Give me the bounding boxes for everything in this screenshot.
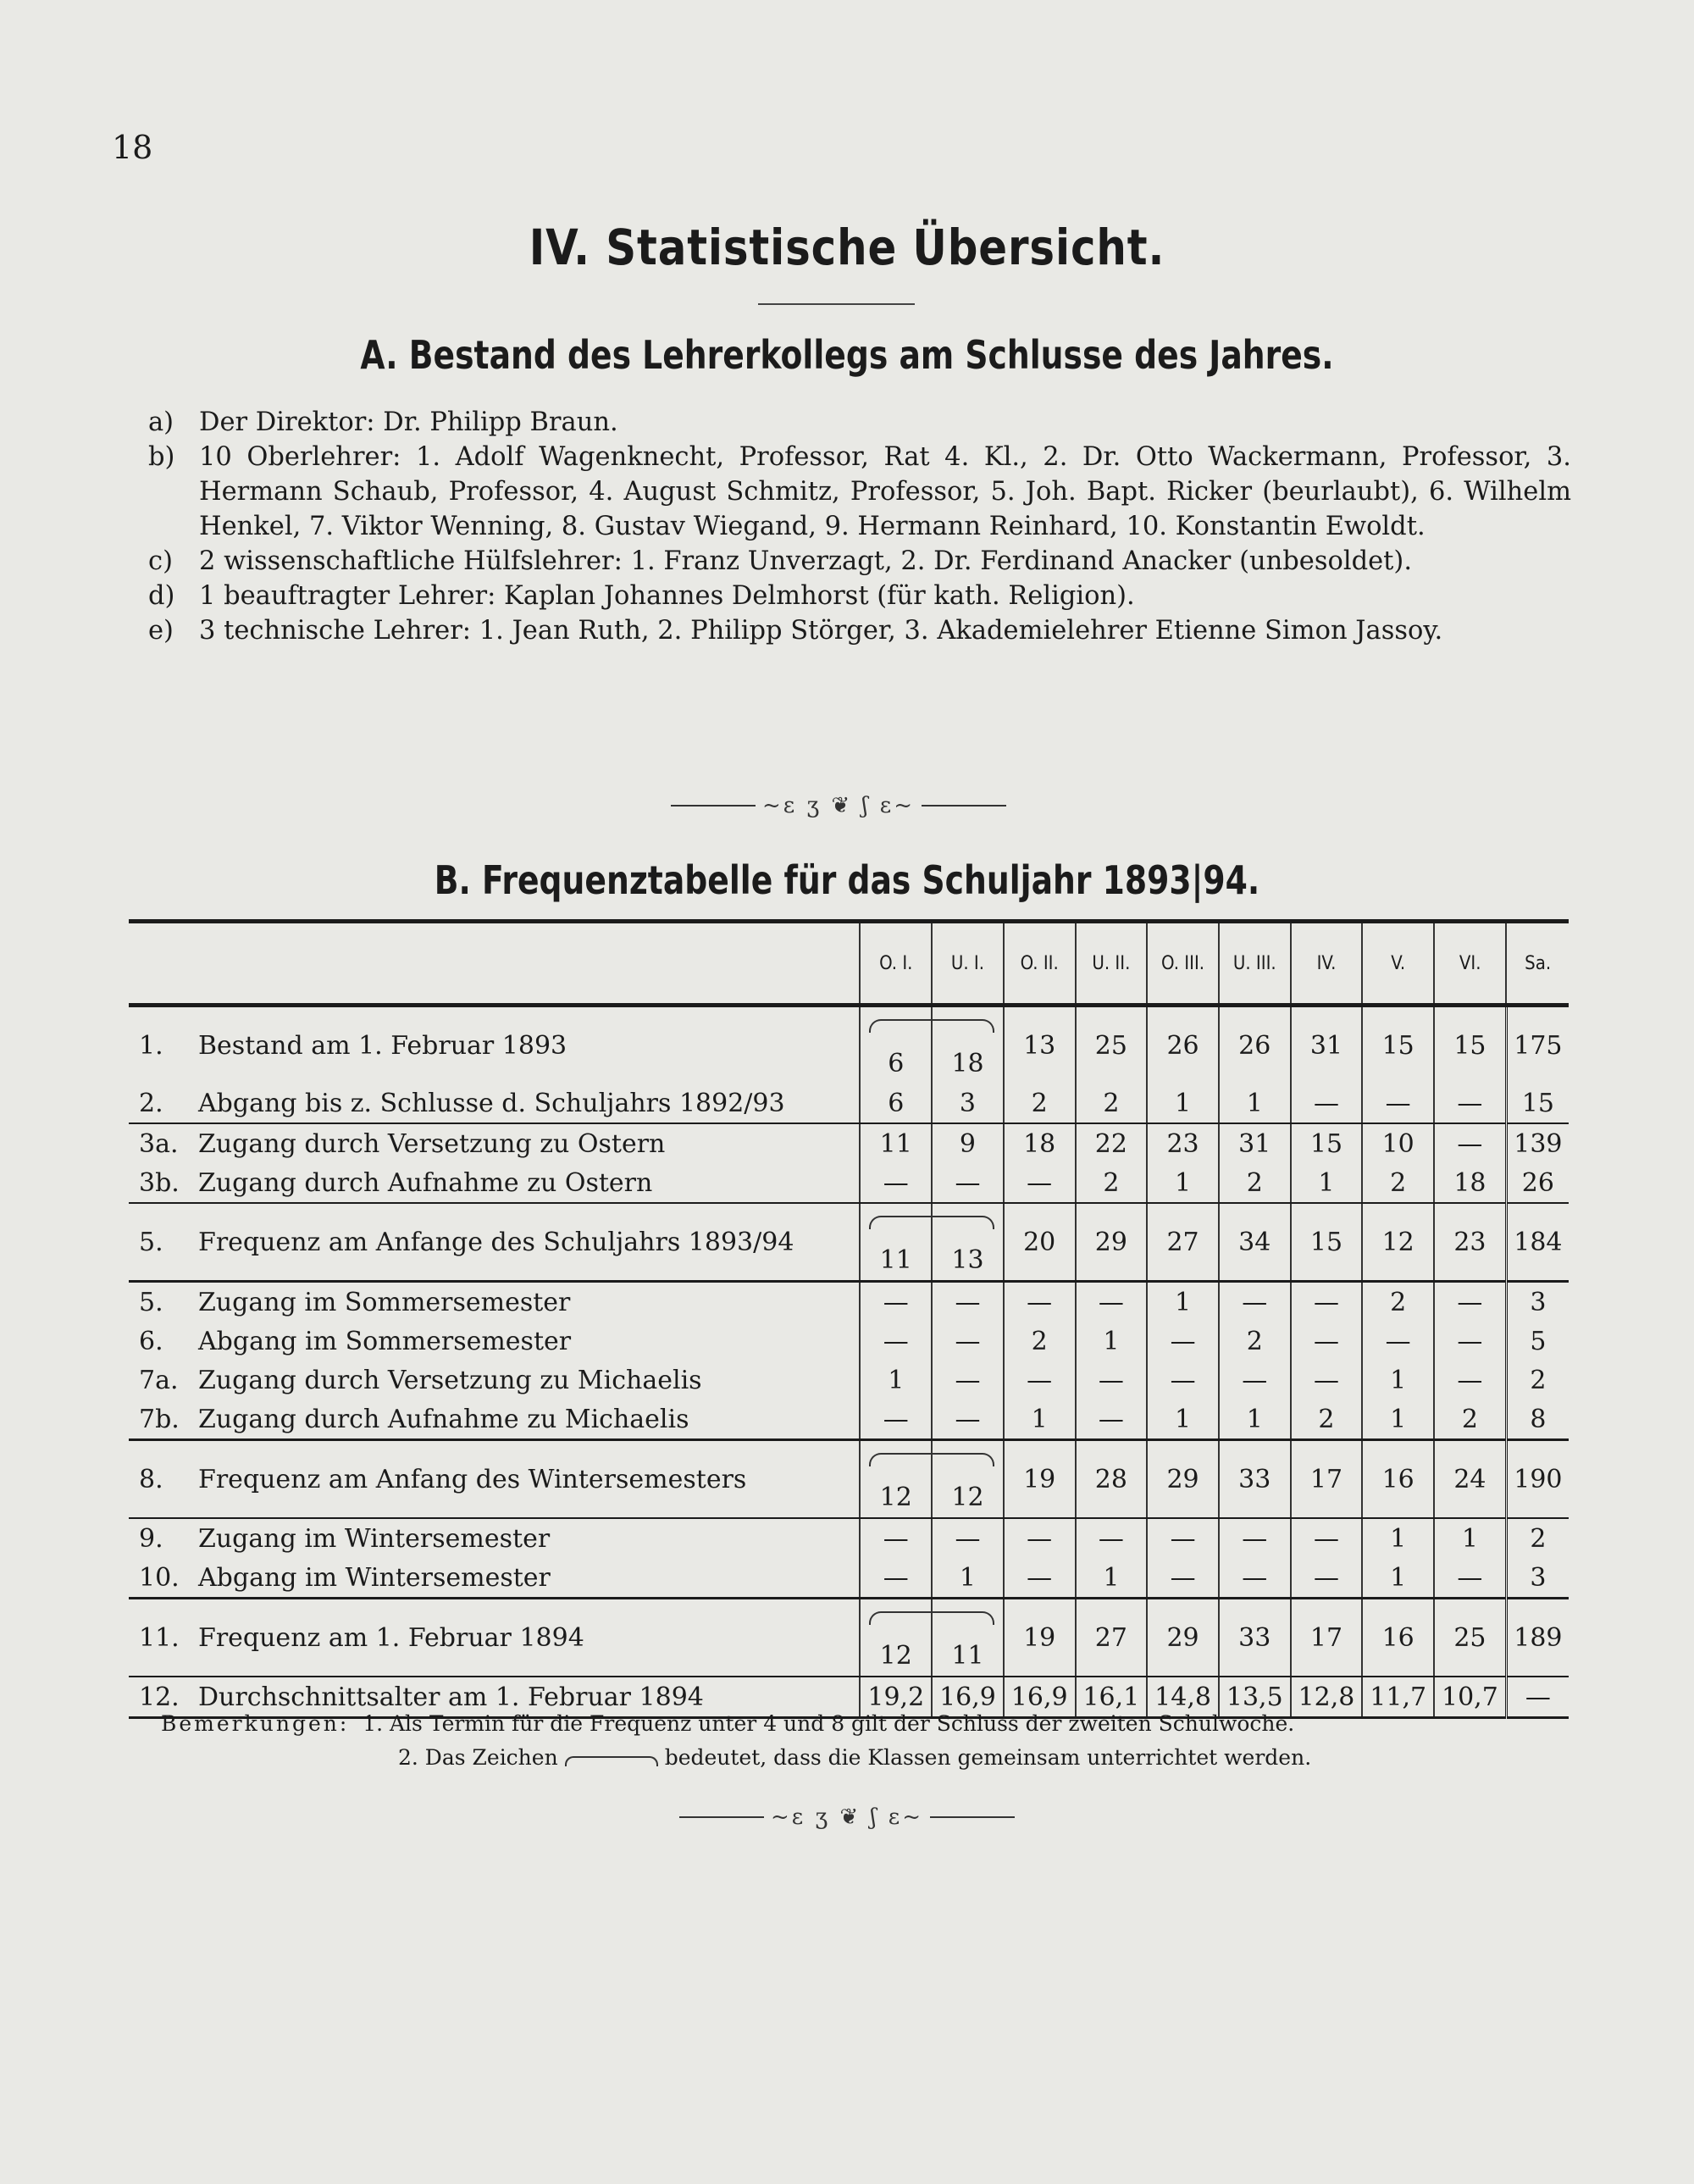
table-cell: 23 (1434, 1203, 1506, 1282)
table-cell: 2 (1362, 1163, 1434, 1203)
row-number: 7b. (129, 1400, 198, 1440)
row-label: Zugang durch Versetzung zu Ostern (198, 1128, 666, 1159)
column-header: O. II. (1004, 922, 1076, 1006)
table-cell: 17 (1291, 1440, 1363, 1519)
table-cell: 15 (1362, 1006, 1434, 1084)
table-cell: — (860, 1400, 932, 1440)
table-cell: — (1506, 1677, 1569, 1718)
table-cell: 13,5 (1219, 1677, 1291, 1718)
table-cell: — (1291, 1282, 1363, 1322)
table-cell: 10 (1362, 1123, 1434, 1163)
column-header: O. I. (860, 922, 932, 1006)
table-cell: — (1434, 1282, 1506, 1322)
table-cell: — (932, 1282, 1004, 1322)
staff-item (148, 544, 1571, 579)
table-cell: 23 (1147, 1123, 1219, 1163)
column-header: U. III. (1219, 922, 1291, 1006)
table-cell: 24 (1434, 1440, 1506, 1519)
table-cell: 18 (932, 1006, 1004, 1084)
table-cell: 25 (1434, 1599, 1506, 1677)
table-cell: — (1004, 1163, 1076, 1203)
table-row (129, 1282, 1569, 1322)
table-cell: 1 (1004, 1400, 1076, 1440)
staff-item-text: 1 beauftragter Lehrer: Kaplan Johannes Delmhorst (für kath. Religion). (199, 581, 1135, 611)
table-cell: 1 (932, 1558, 1004, 1599)
staff-item-text: Der Direktor: Dr. Philipp Braun. (199, 407, 618, 437)
row-label: Abgang bis z. Schlusse d. Schuljahrs 1892/93 (198, 1084, 860, 1123)
table-cell: 175 (1506, 1006, 1569, 1084)
column-header: U. II. (1076, 922, 1148, 1006)
remark-text: 1. Als Termin für die Frequenz unter 4 und 8 gilt der Schluss der zweiten Schulwoche. (363, 1711, 1295, 1736)
table-cell: 28 (1076, 1440, 1148, 1519)
staff-item-text: 10 Oberlehrer: 1. Adolf Wagenknecht, Professor, Rat 4. Kl., 2. Dr. Otto Wackermann, Professor, 3. Hermann Schaub, Professor, 4. August Schmitz, Professor, 5. Joh. Bapt. Ricker (beurlaubt), 6. Wilhelm Henkel, 7. Viktor Wenning, 8. Gustav Wiegand, 9. Hermann Reinhard, 10. Konstantin Ewoldt. (199, 442, 1571, 541)
table-cell: 29 (1147, 1599, 1219, 1677)
table-row (129, 1400, 1569, 1440)
table-cell: — (1291, 1361, 1363, 1400)
row-label: Frequenz am Anfange des Schuljahrs 1893/94 (198, 1203, 860, 1282)
row-label: Frequenz am Anfang des Wintersemesters (198, 1440, 860, 1519)
page-number: 18 (112, 129, 153, 166)
table-cell: — (1004, 1518, 1076, 1558)
table-cell: 33 (1219, 1599, 1291, 1677)
section-a-heading: A. Bestand des Lehrerkollegs am Schlusse des Jahres. (360, 332, 1334, 378)
frequency-table (129, 919, 1569, 1719)
column-header: Sa. (1506, 922, 1569, 1006)
table-row (129, 1322, 1569, 1361)
row-number: 8. (129, 1440, 198, 1519)
ornament-glyph: ~ɛ ʒ ❦ ʃ ɛ~ (770, 1804, 924, 1830)
ornament-line (922, 805, 1006, 807)
table-cell: 13 (1004, 1006, 1076, 1084)
ornament-divider (627, 1804, 1067, 1830)
table-cell: — (1291, 1084, 1363, 1123)
table-cell: 11 (932, 1599, 1004, 1677)
table-row (129, 1558, 1569, 1599)
table-row (129, 1163, 1569, 1203)
row-number: 6. (139, 1326, 163, 1356)
table-cell: 139 (1506, 1123, 1569, 1163)
table-row (129, 1203, 1569, 1282)
table-cell: 19,2 (860, 1677, 932, 1718)
table-cell: 2 (1076, 1084, 1148, 1123)
table-cell: 6 (860, 1006, 932, 1084)
column-header: IV. (1291, 922, 1363, 1006)
staff-item (148, 613, 1571, 648)
table-cell: 25 (1076, 1006, 1148, 1084)
row-number: 10. (129, 1558, 198, 1599)
remarks (161, 1707, 1311, 1775)
table-cell: — (860, 1518, 932, 1558)
table-cell: 1 (1434, 1518, 1506, 1558)
table-row (129, 1440, 1569, 1519)
table-cell: — (1219, 1282, 1291, 1322)
table-cell: — (932, 1400, 1004, 1440)
remark-line (161, 1707, 1311, 1741)
row-label: Zugang durch Versetzung zu Michaelis (198, 1365, 702, 1395)
table-body (129, 1006, 1569, 1718)
table-cell: 1 (1076, 1322, 1148, 1361)
row-number: 5. (139, 1287, 163, 1317)
table-cell: 5 (1506, 1322, 1569, 1361)
table-cell: — (1291, 1518, 1363, 1558)
table-cell: — (1147, 1361, 1219, 1400)
table-cell: 14,8 (1147, 1677, 1219, 1718)
title-divider (758, 303, 915, 305)
table-cell: — (1362, 1084, 1434, 1123)
table-cell: — (1147, 1322, 1219, 1361)
row-label: Abgang im Wintersemester (198, 1558, 860, 1599)
staff-item-label: e) (148, 616, 174, 646)
staff-item-text: 2 wissenschaftliche Hülfslehrer: 1. Franz Unverzagt, 2. Dr. Ferdinand Anacker (unbesoldet). (199, 546, 1413, 576)
table-cell: — (860, 1322, 932, 1361)
table-cell: 1 (1147, 1282, 1219, 1322)
table-cell: — (1291, 1558, 1363, 1599)
table-cell: — (860, 1163, 932, 1203)
row-number: 2. (129, 1084, 198, 1123)
table-cell: 2 (1506, 1518, 1569, 1558)
ornament-line (671, 805, 756, 807)
table-cell: 2 (1219, 1163, 1291, 1203)
table-cell: 1 (1147, 1400, 1219, 1440)
table-cell: 1 (1362, 1518, 1434, 1558)
table-cell: 13 (932, 1203, 1004, 1282)
table-cell: 9 (932, 1123, 1004, 1163)
table-cell: 18 (1434, 1163, 1506, 1203)
table-cell: 11 (860, 1203, 932, 1282)
row-label-header (129, 922, 860, 1006)
table-row (129, 1599, 1569, 1677)
table-cell: 2 (1506, 1361, 1569, 1400)
table-cell: — (1219, 1361, 1291, 1400)
table-cell: 27 (1147, 1203, 1219, 1282)
table-cell: 12 (932, 1440, 1004, 1519)
table-cell: 10,7 (1434, 1677, 1506, 1718)
staff-item-label: d) (148, 581, 175, 611)
table-cell: 18 (1004, 1123, 1076, 1163)
table-cell: 16 (1362, 1440, 1434, 1519)
table-cell: 26 (1147, 1006, 1219, 1084)
table-cell: 11 (860, 1123, 932, 1163)
table-cell: 12 (860, 1599, 932, 1677)
row-label: Zugang durch Aufnahme zu Ostern (198, 1163, 860, 1203)
table-cell: 16 (1362, 1599, 1434, 1677)
table-cell: — (860, 1558, 932, 1599)
staff-list (148, 405, 1571, 648)
table-cell: 2 (1004, 1084, 1076, 1123)
table-cell: 29 (1147, 1440, 1219, 1519)
table-cell: 27 (1076, 1599, 1148, 1677)
table-cell: — (1434, 1361, 1506, 1400)
ornament-line (930, 1816, 1015, 1818)
table-row (129, 1361, 1569, 1400)
column-header: U. I. (932, 922, 1004, 1006)
table-cell: 31 (1219, 1123, 1291, 1163)
staff-item (148, 405, 1571, 440)
table-cell: 20 (1004, 1203, 1076, 1282)
staff-item (148, 579, 1571, 613)
table-cell: 3 (1506, 1558, 1569, 1599)
table-cell: 33 (1219, 1440, 1291, 1519)
table-cell: 1 (1219, 1084, 1291, 1123)
table-cell: 26 (1506, 1163, 1569, 1203)
column-header: V. (1362, 922, 1434, 1006)
table-cell: 12,8 (1291, 1677, 1363, 1718)
table-cell: — (1219, 1558, 1291, 1599)
row-label: Frequenz am 1. Februar 1894 (198, 1599, 860, 1677)
table-cell: — (860, 1282, 932, 1322)
table-cell: — (1076, 1361, 1148, 1400)
row-label: Bestand am 1. Februar 1893 (198, 1030, 567, 1061)
table-cell: 2 (1004, 1322, 1076, 1361)
table-cell: 31 (1291, 1006, 1363, 1084)
table-cell: 16,9 (932, 1677, 1004, 1718)
row-number: 7a. (139, 1365, 179, 1395)
section-b-heading: B. Frequenztabelle für das Schuljahr 1893|94. (434, 857, 1260, 903)
table-cell: — (1076, 1400, 1148, 1440)
row-label: Abgang im Sommersemester (198, 1326, 572, 1356)
table-cell: 1 (1362, 1361, 1434, 1400)
table-cell: 15 (1506, 1084, 1569, 1123)
row-number: 3b. (129, 1163, 198, 1203)
table-cell: 16,1 (1076, 1677, 1148, 1718)
table-cell: — (1362, 1322, 1434, 1361)
table-cell: 1 (1147, 1163, 1219, 1203)
table-row (129, 1006, 1569, 1084)
table-cell: 15 (1291, 1123, 1363, 1163)
remarks-label: Bemerkungen: (161, 1711, 350, 1736)
table-cell: 26 (1219, 1006, 1291, 1084)
table-cell: — (1291, 1322, 1363, 1361)
table-cell: 2 (1434, 1400, 1506, 1440)
table-cell: 17 (1291, 1599, 1363, 1677)
table-cell: 12 (860, 1440, 932, 1519)
table-row (129, 1084, 1569, 1123)
table-cell: — (1076, 1518, 1148, 1558)
table-cell: 34 (1219, 1203, 1291, 1282)
table-cell: — (1004, 1558, 1076, 1599)
staff-item-text: 3 technische Lehrer: 1. Jean Ruth, 2. Philipp Störger, 3. Akademielehrer Etienne Simon Jassoy. (199, 616, 1443, 646)
table-cell: — (1004, 1282, 1076, 1322)
staff-item-label: c) (148, 546, 173, 576)
table-cell: 29 (1076, 1203, 1148, 1282)
page-title: IV. Statistische Übersicht. (529, 219, 1165, 276)
table-cell: — (1076, 1282, 1148, 1322)
table-row (129, 1123, 1569, 1163)
column-header: O. III. (1147, 922, 1219, 1006)
ornament-glyph: ~ɛ ʒ ❦ ʃ ɛ~ (761, 793, 916, 818)
row-label: Zugang im Wintersemester (198, 1523, 551, 1554)
table-cell: — (1004, 1361, 1076, 1400)
table-cell: — (1434, 1084, 1506, 1123)
table-cell: — (932, 1518, 1004, 1558)
table-cell: — (1434, 1558, 1506, 1599)
table-cell: — (932, 1361, 1004, 1400)
table-cell: 6 (860, 1084, 932, 1123)
table-cell: — (1147, 1558, 1219, 1599)
table-cell: 1 (860, 1361, 932, 1400)
staff-item (148, 440, 1571, 544)
table-cell: 1 (1076, 1558, 1148, 1599)
table-cell: 12 (1362, 1203, 1434, 1282)
table-cell: 3 (932, 1084, 1004, 1123)
table-cell: 11,7 (1362, 1677, 1434, 1718)
row-number: 12. (139, 1682, 180, 1712)
table-cell: 2 (1362, 1282, 1434, 1322)
table-cell: 15 (1291, 1203, 1363, 1282)
table-cell: 1 (1362, 1558, 1434, 1599)
table-cell: 2 (1219, 1322, 1291, 1361)
row-label: Durchschnittsalter am 1. Februar 1894 (198, 1682, 704, 1712)
table-row (129, 1518, 1569, 1558)
table-cell: 184 (1506, 1203, 1569, 1282)
table-cell: — (1434, 1123, 1506, 1163)
remark-text: 2. Das Zeichen (398, 1745, 558, 1770)
table-cell: 2 (1291, 1400, 1363, 1440)
table-header-row (129, 922, 1569, 1006)
grouping-brace-icon (565, 1754, 658, 1765)
table-cell: 1 (1147, 1084, 1219, 1123)
table-cell: 190 (1506, 1440, 1569, 1519)
row-number: 5. (129, 1203, 198, 1282)
table-cell: 1 (1219, 1400, 1291, 1440)
table-cell: 1 (1291, 1163, 1363, 1203)
remark-text: bedeutet, dass die Klassen gemeinsam unterrichtet werden. (664, 1745, 1312, 1770)
table-cell: 19 (1004, 1440, 1076, 1519)
table-cell: — (1219, 1518, 1291, 1558)
row-number: 9. (139, 1523, 163, 1554)
table-cell: 19 (1004, 1599, 1076, 1677)
row-label: Zugang durch Aufnahme zu Michaelis (198, 1400, 860, 1440)
table-cell: 189 (1506, 1599, 1569, 1677)
table-cell: — (932, 1322, 1004, 1361)
table-cell: 1 (1362, 1400, 1434, 1440)
ornament-line (679, 1816, 764, 1818)
ornament-divider (644, 793, 1033, 818)
table-cell: 16,9 (1004, 1677, 1076, 1718)
table-cell: 15 (1434, 1006, 1506, 1084)
row-number: 3a. (139, 1128, 179, 1159)
staff-item-label: a) (148, 407, 174, 437)
table-cell: 8 (1506, 1400, 1569, 1440)
row-number: 11. (129, 1599, 198, 1677)
remark-line (161, 1741, 1311, 1775)
row-number: 1. (139, 1030, 163, 1061)
table-cell: 3 (1506, 1282, 1569, 1322)
table-cell: 22 (1076, 1123, 1148, 1163)
table-cell: 2 (1076, 1163, 1148, 1203)
row-label: Zugang im Sommersemester (198, 1287, 571, 1317)
staff-item-label: b) (148, 442, 175, 472)
table-cell: — (1434, 1322, 1506, 1361)
table-cell: — (932, 1163, 1004, 1203)
table-cell: — (1147, 1518, 1219, 1558)
column-header: VI. (1434, 922, 1506, 1006)
